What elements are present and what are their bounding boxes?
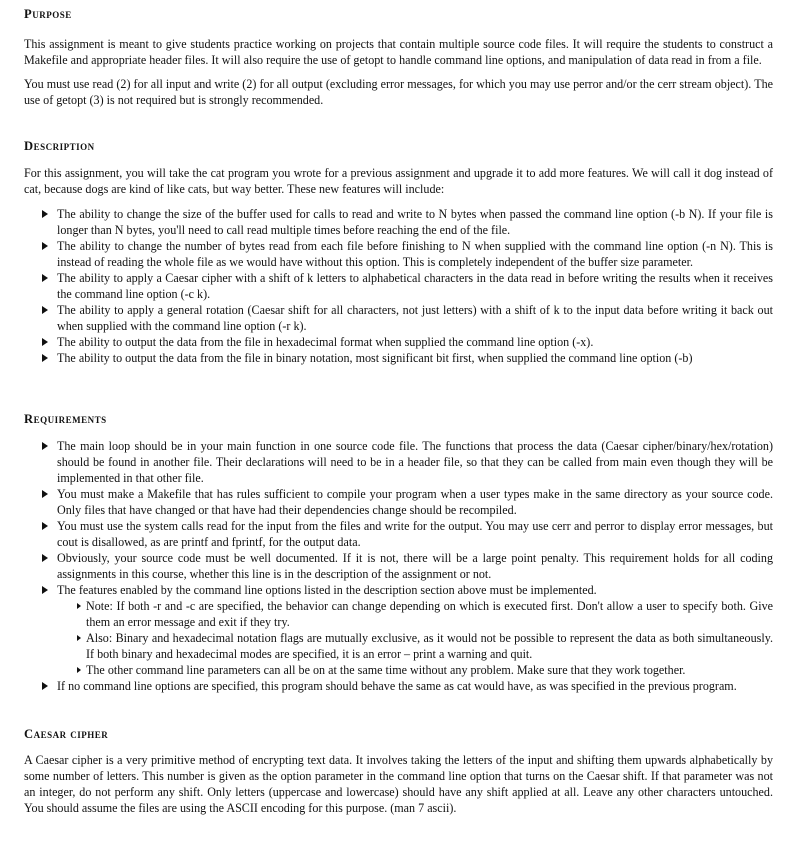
bullet-icon (42, 338, 48, 346)
purpose-section (24, 6, 773, 108)
bullet-icon (42, 554, 48, 562)
bullet-icon (42, 522, 48, 530)
requirements-heading: Requirements (24, 412, 107, 426)
description-section (24, 138, 773, 366)
list-item: The ability to output the data from the file in hexadecimal format when supplied the command line option (-x). (24, 334, 773, 350)
bullet-icon (42, 354, 48, 362)
list-item: The ability to apply a general rotation (Caesar shift for all characters, not just letters) with a shift of k to the input data before writing it back out when supplied with the command line option (-r k). (24, 302, 773, 334)
list-item: The ability to change the number of bytes read from each file before finishing to N when supplied with the command line option (-n N). This is instead of reading the whole file as we would have without this option. This is completely independent of the buffer size parameter. (24, 238, 773, 270)
bullet-icon (42, 210, 48, 218)
list-item: The other command line parameters can all be on at the same time without any problem. Make sure that they work together. (57, 662, 773, 678)
caesar-heading: Caesar cipher (24, 727, 109, 741)
list-item: If no command line options are specified, this program should behave the same as cat would have, as was specified in the previous program. (24, 678, 773, 694)
bullet-icon (42, 242, 48, 250)
bullet-icon (42, 586, 48, 594)
description-intro: For this assignment, you will take the cat program you wrote for a previous assignment and upgrade it to add more features. We will call it dog instead of cat, because dogs are kind of like cats, but way better. These new features will include: (24, 166, 773, 196)
list-item: Obviously, your source code must be well documented. If it is not, there will be a large point penalty. This requirement holds for all coding assignments in this course, whether this line is in the description of the assignment or not. (24, 550, 773, 582)
bullet-icon (42, 442, 48, 450)
purpose-paragraph-2: You must use read (2) for all input and write (2) for all output (excluding error messages, for which you may use perror and/or the cerr stream object). The use of getopt (3) is not required but is strongly recommended. (24, 77, 773, 107)
description-heading: Description (24, 139, 95, 153)
sub-bullet-icon (77, 603, 81, 609)
requirements-sublist (57, 598, 773, 678)
requirements-section (24, 411, 773, 694)
list-item: You must make a Makefile that has rules sufficient to compile your program when a user types make in the same directory as your source code. Only files that have changed or that have had their dependencies change should be recompiled. (24, 486, 773, 518)
description-feature-list (24, 206, 773, 366)
list-item: The ability to output the data from the file in binary notation, most significant bit first, when supplied the command line option (-b) (24, 350, 773, 366)
requirements-list (24, 438, 773, 598)
requirements-list-final (24, 678, 773, 694)
list-item: The main loop should be in your main function in one source code file. The functions that process the data (Caesar cipher/binary/hex/rotation) should be found in another file. Their declarations will need to be in a header file, so that they can be called from main even though they will be implemented in that other file. (24, 438, 773, 486)
bullet-icon (42, 682, 48, 690)
bullet-icon (42, 490, 48, 498)
bullet-icon (42, 274, 48, 282)
purpose-heading: Purpose (24, 7, 72, 21)
list-item: Note: If both -r and -c are specified, the behavior can change depending on which is executed first. Don't allow a user to specify both. Give them an error message and exit if they try. (57, 598, 773, 630)
list-item: The features enabled by the command line options listed in the description section above must be implemented. (24, 582, 773, 598)
purpose-paragraph-1: This assignment is meant to give students practice working on projects that contain multiple source code files. It will require the students to construct a Makefile and appropriate header files. It will also require the use of getopt to handle command line options, and manipulation of data read in from a file. (24, 37, 773, 67)
caesar-section (24, 726, 773, 816)
list-item: The ability to apply a Caesar cipher with a shift of k letters to alphabetical characters in the data read in before writing the results when it receives the command line option (-c k). (24, 270, 773, 302)
sub-bullet-icon (77, 667, 81, 673)
list-item: Also: Binary and hexadecimal notation flags are mutually exclusive, as it would not be possible to represent the data as both simultaneously. If both binary and hexadecimal modes are specified, it is an error – print a warning and quit. (57, 630, 773, 662)
list-item: The ability to change the size of the buffer used for calls to read and write to N bytes when passed the command line option (-b N). If your file is longer than N bytes, you'll need to call read multiple times before reaching the end of the file. (24, 206, 773, 238)
sub-bullet-icon (77, 635, 81, 641)
caesar-paragraph: A Caesar cipher is a very primitive method of encrypting text data. It involves taking the letters of the input and shifting them upwards alphabetically by some number of letters. This number is given as the option parameter in the command line option that turns on the Caesar shift. If that parameter was not an integer, do not perform any shift. Only letters (uppercase and lowercase) should have any shift applied at all. Leave any other characters untouched. You should assume the files are using the ASCII encoding for this purpose. (man 7 ascii). (24, 753, 773, 815)
bullet-icon (42, 306, 48, 314)
list-item: You must use the system calls read for the input from the files and write for the output. You may use cerr and perror to display error messages, but cout is disallowed, as are printf and fprintf, for the output data. (24, 518, 773, 550)
